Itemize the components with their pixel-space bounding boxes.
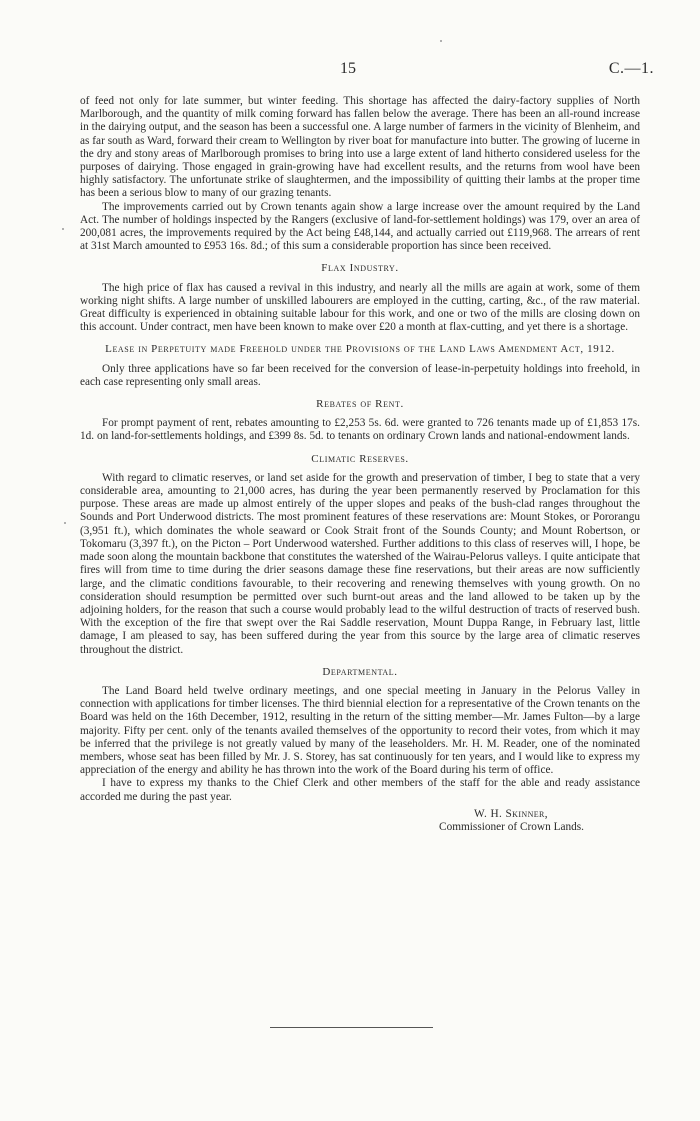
section-heading-climatic: Climatic Reserves. (311, 452, 409, 465)
flax-paragraph: The high price of flax has caused a revival in this industry, and nearly all the mills are again at work, some of them working night shifts. A large number of unskilled labourers are employed in the cutting, carting, &c., of the raw material. Great difficulty is experienced in obtaining suitable labour for this work, and one or two of the mills are closing down on this account. Under contract, men have been known to make over £20 a month at flax-cutting, and yet there is a shortage. (80, 281, 640, 334)
body-text (80, 95, 640, 834)
section-heading-departmental: Departmental. (322, 665, 398, 678)
page-number: 15 (340, 60, 356, 77)
section-heading-flax: Flax Industry. (321, 262, 399, 275)
climatic-paragraph: With regard to climatic reserves, or land set aside for the growth and preservation of timber, I beg to state that a very considerable area, amounting to 21,000 acres, has during the year been permanently reserved by Proclamation for this purpose. These areas are made up almost entirely of the upper slopes and peaks of the bush-clad ranges throughout the Sounds and Port Underwood districts. The most prominent features of these reservations are: Mount Stokes, or Pororangu (3,951 ft.), which dominates the whole seaward or Cook Strait front of the Sounds County; and Mount Robertson, or Tokomaru (3,397 ft.), on the Picton – Port Underwood watershed. Further additions to this class of reserves will, I hope, be made soon along the mountain backbone that constitutes the watershed of the Wairau-Pelorus valleys. I quite anticipate that fires will from time to time during the drier seasons damage these fine reservations, but their areas are now sufficiently large, and the climatic conditions favourable, to their recovering and renewing themselves with young growth. On no consideration should resumption be permitted over such burnt-out areas and the land allowed to be taken up by the adjoining holders, for the reason that such a course would probably lead to the wilful destruction of tracts of reserved bush. With the exception of the fire that swept over the Rai Saddle reservation, Mount Duppa Range, in February last, little damage, I am pleased to say, has been suffered during the year from this source by the large area of climatic reserves throughout the district. (80, 471, 640, 656)
section-heading-rebates: Rebates of Rent. (316, 398, 404, 411)
departmental-paragraph-2: I have to express my thanks to the Chief Clerk and other members of the staff for the able and ready assistance accorded me during the past year. (80, 777, 640, 803)
page-header (0, 60, 700, 80)
footer-divider (270, 1027, 433, 1028)
scan-speck (64, 522, 66, 524)
scan-speck (62, 228, 64, 230)
signature-block (80, 808, 640, 834)
signatory-name: W. H. Skinner, (473, 807, 548, 820)
document-reference: C.—1. (608, 60, 654, 77)
section-heading-lease: Lease in Perpetuity made Freehold under the Provisions of the Land Laws Amendment Act, 1912. (105, 343, 615, 356)
scan-speck (440, 40, 442, 42)
intro-paragraph-2: The improvements carried out by Crown tenants again show a large increase over the amount required by the Land Act. The number of holdings inspected by the Rangers (exclusive of land-for-settlement holdings) was 179, over an area of 200,081 acres, the improvements required by the Act being £48,144, and actually carried out £119,968. The arrears of rent at 31st March amounted to £953 16s. 8d.; of this sum a considerable proportion has since been received. (80, 200, 640, 253)
intro-paragraph-1: of feed not only for late summer, but winter feeding. This shortage has affected the dairy-factory supplies of North Marlborough, and the quantity of milk coming forward has fallen below the average. There has been an all-round increase in the dairying output, and the season has been a successful one. A large number of farmers in the vicinity of Blenheim, and as far south as Ward, forward their cream to Wellington by river boat for manufacture into butter. The growing of lucerne in the dry and stony areas of Marlborough promises to bring into use a large extent of land hitherto considered useless for the purposes of dairying. Those engaged in grain-growing have had excellent results, and the returns from wool have been highly satisfactory. The unfortunate strike of slaughtermen, and the impossibility of quitting their lambs at the proper time has been a serious blow to many of our grazing tenants. (80, 95, 640, 200)
signatory-title: Commissioner of Crown Lands. (439, 820, 584, 833)
lease-paragraph: Only three applications have so far been received for the conversion of lease-in-perpetuity holdings into freehold, in each case representing only small areas. (80, 362, 640, 388)
rebates-paragraph: For prompt payment of rent, rebates amounting to £2,253 5s. 6d. were granted to 726 tenants made up of £1,853 17s. 1d. on land-for-settlements holdings, and £399 8s. 5d. to tenants on ordinary Crown lands and national-endowment lands. (80, 417, 640, 443)
departmental-paragraph-1: The Land Board held twelve ordinary meetings, and one special meeting in January in the Pelorus Valley in connection with applications for timber licenses. The third biennial election for a representative of the Crown tenants on the Board was held on the 16th December, 1912, resulting in the return of the sitting member—Mr. James Fulton—by a large majority. Fifty per cent. only of the tenants availed themselves of the opportunity to record their votes, from which it may be inferred that the privilege is not greatly valued by many of the leaseholders. Mr. H. M. Reader, one of the nominated members, whose seat has been filled by Mr. J. S. Storey, has sat continuously for ten years, and I would like to express my appreciation of the energy and ability he has thrown into the work of the Board during his term of office. (80, 684, 640, 777)
